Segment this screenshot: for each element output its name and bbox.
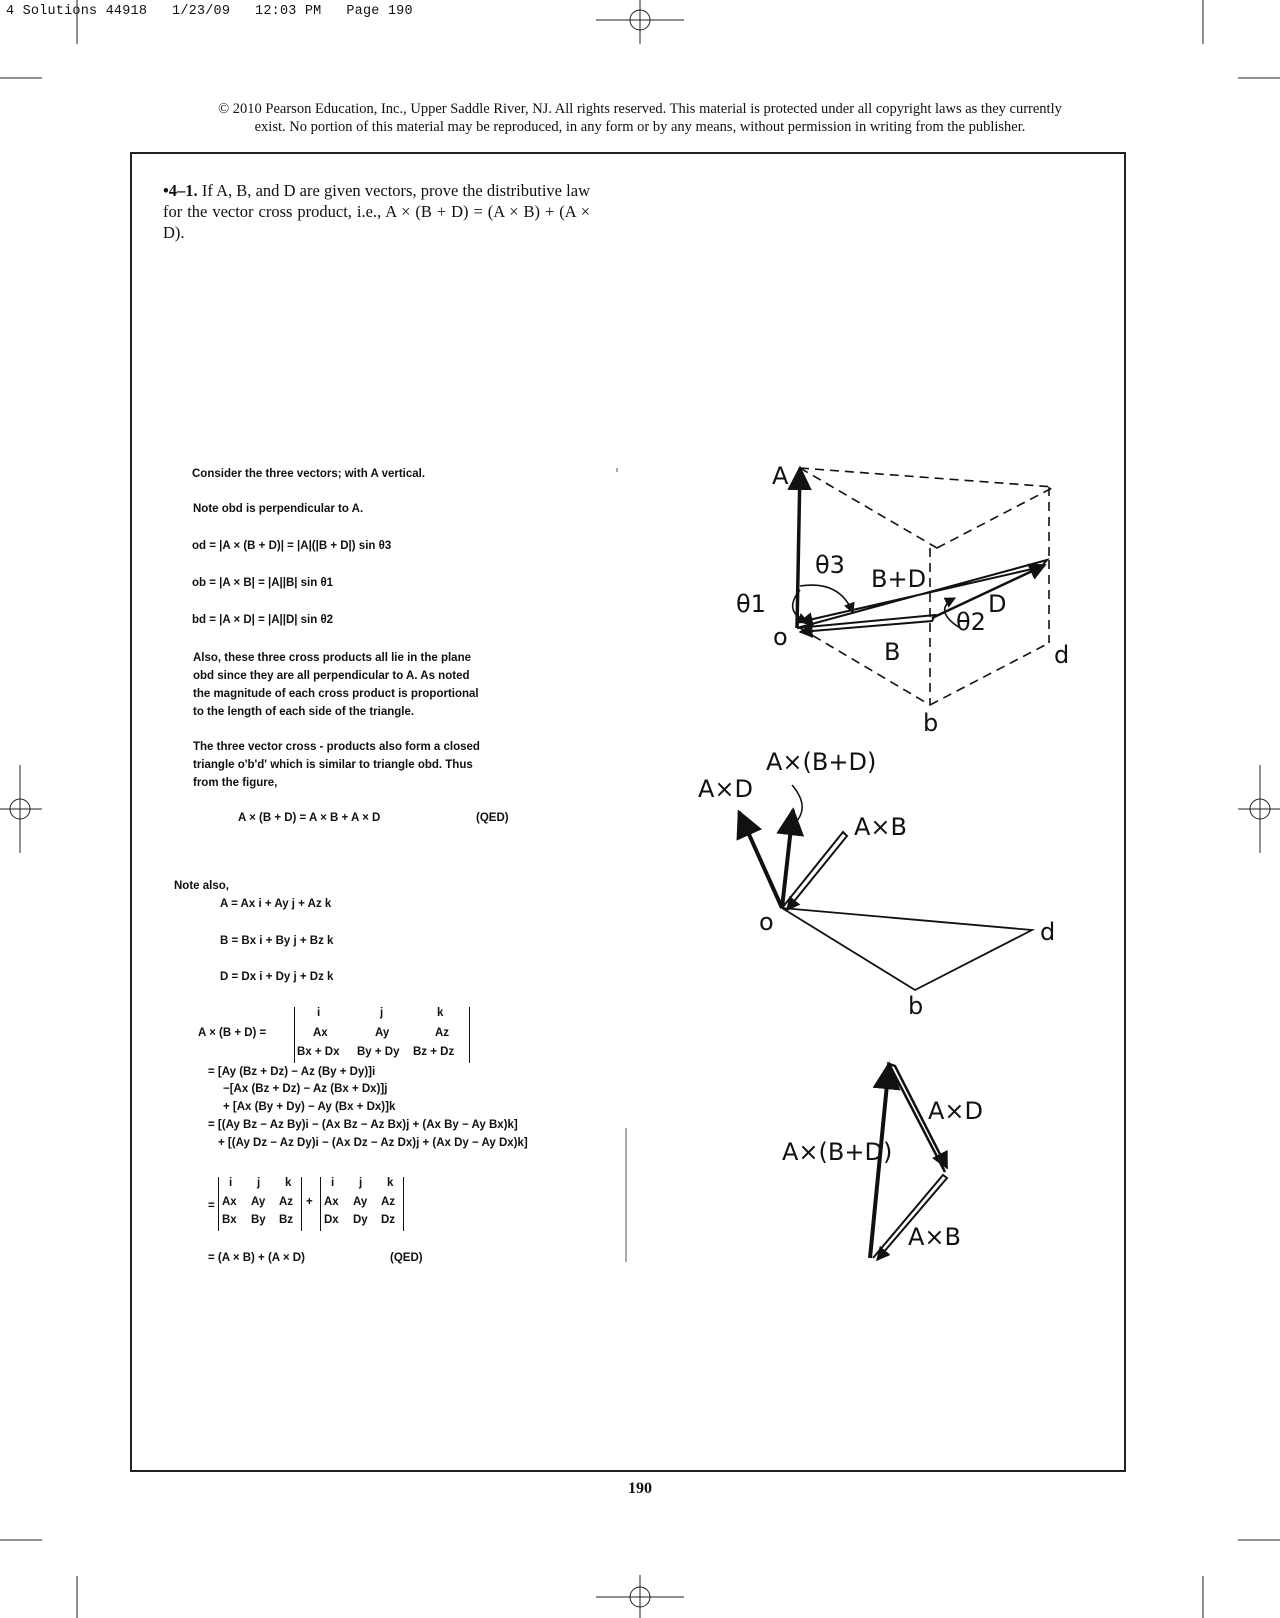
det-cell: i [317,1007,321,1019]
det-cell: j [257,1177,261,1189]
sol-note-perp: Note obd is perpendicular to A. [193,503,364,515]
sol-consider: Consider the three vectors; with A vertical. [192,468,426,480]
sol-qed-2: (QED) [390,1252,423,1264]
figure-2-labels [698,748,1055,1020]
label-axb-fig3: A×B [908,1223,961,1251]
sol-closed-paragraph: The three vector cross - products also form a closed triangle o'b'd' which is similar to triangle obd. Thus from the figure, [193,741,480,789]
copyright-line-2: exist. No portion of this material may be reproduced, in any form or by any means, without permission in writing from the publisher. [254,119,1026,135]
label-b-fig2: b [908,992,924,1020]
det-cell: By [251,1214,266,1226]
det-lhs: A × (B + D) = [198,1027,267,1039]
angle-arc-theta3 [800,585,853,613]
det-cell: Ax [313,1027,328,1039]
label-d-fig1: D [988,590,1007,618]
label-axbd-fig3: A×(B+D) [782,1138,893,1166]
det-cell: k [437,1007,444,1019]
det2-plus: + [306,1196,313,1208]
label-axd-fig3: A×D [928,1097,984,1125]
det-cell: Ax [222,1196,237,1208]
det-cell: j [359,1177,363,1189]
exp-line-5: + [(Ay Dz − Az Dy)i − (Ax Dz − Az Dx)j + (Ax Dy − Ay Dx)k] [218,1137,528,1149]
sol-eq-d: D = Dx i + Dy j + Dz k [220,971,334,983]
det-cell: Bz [279,1214,294,1226]
label-d-point: d [1054,641,1070,669]
exp-line-2: −[Ax (Bz + Dz) − Az (Bx + Dx)]j [223,1083,388,1095]
det-cell: By + Dy [357,1046,400,1058]
label-o-fig2: o [759,908,774,936]
det-cell: k [387,1177,394,1189]
sol-ob: ob = |A × B| = |A||B| sin θ1 [192,577,334,589]
label-theta1: θ1 [736,590,766,618]
det-cell: Ay [353,1196,368,1208]
exp-line-3: + [Ax (By + Dy) − Ay (Bx + Dx)]k [223,1101,396,1113]
figure-1-vectors [793,468,1047,632]
label-o-fig1: o [773,623,788,651]
sol-eq-a: A = Ax i + Ay j + Az k [220,898,332,910]
det-cell: Dy [353,1214,368,1226]
det-cell: Az [279,1196,294,1208]
exp-line-1: = [Ay (Bz + Dz) − Az (By + Dy)]i [208,1066,376,1078]
label-b-plus-d: B+D [871,565,927,593]
label-axb-fig2: A×B [854,813,907,841]
triangle-obd [782,908,1032,990]
det-cell: Bz + Dz [413,1046,455,1058]
label-axd-fig2: A×D [698,775,754,803]
sol-result-1: A × (B + D) = A × B + A × D [238,812,381,824]
sol-final: = (A × B) + (A × D) [208,1252,305,1264]
problem-text: If A, B, and D are given vectors, prove the distributive law for the vector cross product, i.e., A × (B + D) = (A × B) + (A × D). [163,181,590,242]
copyright-line-1: © 2010 Pearson Education, Inc., Upper Saddle River, NJ. All rights reserved. This material is protected under all copyright laws as they currently [218,101,1062,117]
det-cell: Ay [251,1196,266,1208]
label-b-vector: B [884,638,901,666]
sol-qed-1: (QED) [476,812,509,824]
label-d-fig2: d [1040,918,1056,946]
sol-od: od = |A × (B + D)| = |A|(|B + D|) sin θ3 [192,540,392,552]
sol-note-also: Note also, [174,880,229,892]
det-cell: Az [435,1027,450,1039]
det-cell: i [229,1177,233,1189]
label-a: A [772,462,789,490]
det-cell: Bx + Dx [297,1046,340,1058]
vector-axd [739,812,782,908]
exp-line-4: = [(Ay Bz − Az By)i − (Ax Bz − Az Bx)j + (Ax By − Ay Bx)k] [208,1119,518,1131]
label-theta3: θ3 [815,551,845,579]
det2-equals: = [208,1200,215,1212]
vector-axb [782,832,847,910]
label-axbd-fig2: A×(B+D) [766,748,877,776]
sol-eq-b: B = Bx i + By j + Bz k [220,935,334,947]
det-cell: Ay [375,1027,390,1039]
det-cell: i [331,1177,335,1189]
sol-bd: bd = |A × D| = |A||D| sin θ2 [192,614,334,626]
label-theta2: θ2 [956,608,986,636]
vector-a [797,468,800,628]
vector-axbd [782,810,793,908]
sol-also-paragraph: Also, these three cross products all lie in the plane obd since they are all perpendicular to A. As noted the magnitude of each cross product is proportional to the length of each side of the triangle. [193,652,479,718]
label-b-point: b [923,709,939,737]
figure-1-prism [800,468,1054,705]
stray-marks [617,468,626,1262]
det-cell: Bx [222,1214,237,1226]
det-cell: Dz [381,1214,396,1226]
det-cell: Dx [324,1214,339,1226]
problem-number: •4–1. [163,181,198,200]
det-cell: j [380,1007,384,1019]
det-cell: Az [381,1196,396,1208]
page-number: 190 [628,1480,652,1497]
printer-slug: 4 Solutions 44918 1/23/09 12:03 PM Page 190 [6,4,413,19]
angle-arc-theta1 [793,590,808,622]
det-cell: k [285,1177,292,1189]
det-cell: Ax [324,1196,339,1208]
